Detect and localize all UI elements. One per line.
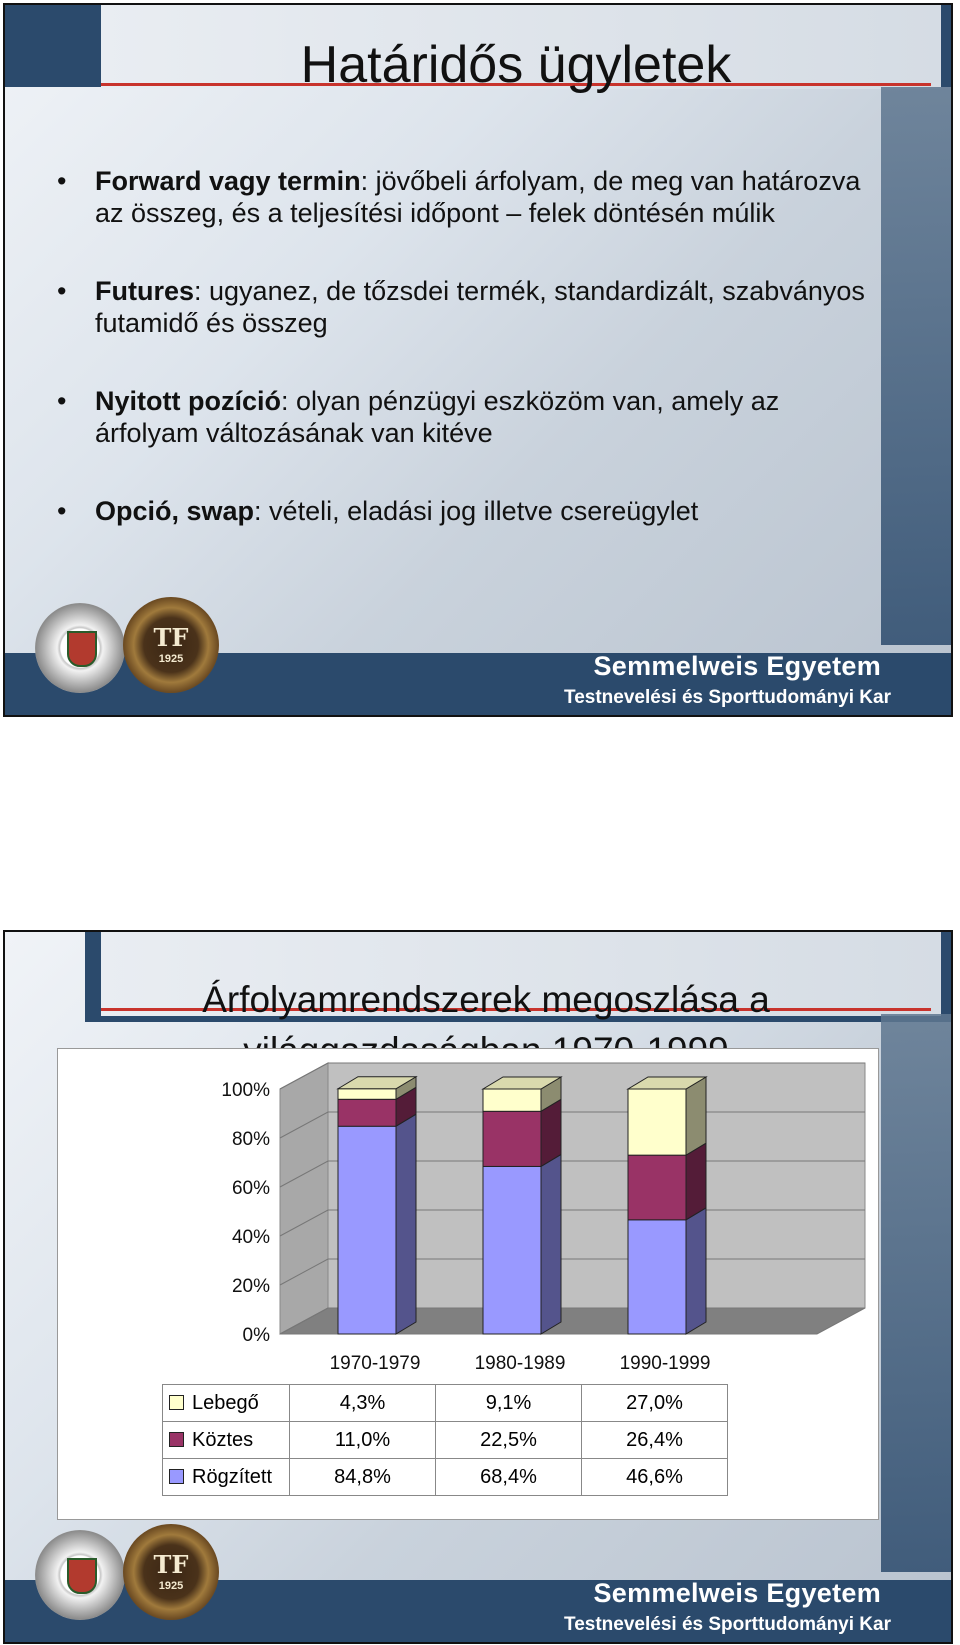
bullet-term: Futures	[95, 276, 195, 306]
bullet-item	[57, 275, 867, 339]
chart-data-table	[162, 1384, 728, 1496]
x-category-label: 1970-1979	[329, 1353, 421, 1374]
bar-segment	[628, 1155, 686, 1220]
bullet-text: : ugyanez, de tőzsdei termék, standardizált, szabványos futamidő és összeg	[95, 276, 865, 338]
bullet-item	[57, 385, 867, 449]
right-decoration	[881, 1014, 951, 1572]
faculty-name: Testnevelési és Sporttudományi Kar	[564, 687, 891, 708]
table-cell-value: 9,1%	[436, 1385, 582, 1422]
y-tick-label: 20%	[231, 1276, 270, 1297]
bar-segment-side	[686, 1208, 706, 1334]
table-cell-value: 46,6%	[582, 1459, 728, 1496]
tf-logo-year: 1925	[158, 653, 184, 665]
tf-logo-text: TF	[153, 623, 189, 652]
bar-segment	[483, 1089, 541, 1111]
coat-of-arms-icon	[67, 1558, 97, 1594]
slide-2	[3, 930, 953, 1644]
y-tick-label: 0%	[242, 1325, 270, 1346]
x-category-label: 1990-1999	[619, 1353, 711, 1374]
legend-label: Köztes	[192, 1428, 254, 1451]
table-row	[163, 1459, 728, 1496]
legend-entry	[163, 1385, 290, 1422]
bullet-text: : olyan pénzügyi eszközöm van, amely az árfolyam változásának van kitéve	[95, 386, 780, 448]
table-cell-value: 27,0%	[582, 1385, 728, 1422]
right-decoration	[881, 87, 951, 645]
bullet-text: : jövőbeli árfolyam, de meg van határozva az összeg, és a teljesítési időpont – felek döntésén múlik	[95, 166, 861, 228]
chart-area	[57, 1048, 879, 1520]
y-tick-label: 100%	[221, 1080, 270, 1101]
slide-title-line-1: Árfolyamrendszerek megoszlása a	[202, 979, 770, 1020]
bullet-term: Nyitott pozíció	[95, 386, 281, 416]
legend-label: Rögzített	[192, 1465, 273, 1488]
bar-segment	[338, 1099, 396, 1126]
university-seal-icon	[35, 1530, 125, 1620]
bar-segment	[628, 1220, 686, 1334]
table-row	[163, 1385, 728, 1422]
tf-logo-icon	[123, 597, 219, 693]
legend-key-icon	[169, 1395, 184, 1410]
bar-segment	[483, 1111, 541, 1166]
table-cell-value: 11,0%	[290, 1422, 436, 1459]
legend-key-icon	[169, 1469, 184, 1484]
table-row	[163, 1422, 728, 1459]
legend-entry	[163, 1422, 290, 1459]
coat-of-arms-icon	[67, 631, 97, 667]
bar-segment	[628, 1089, 686, 1155]
x-category-label: 1980-1989	[474, 1353, 566, 1374]
bar-segment	[338, 1126, 396, 1334]
university-name: Semmelweis Egyetem	[593, 651, 881, 681]
chart-side-wall	[280, 1063, 328, 1334]
bar-segment	[483, 1166, 541, 1334]
bar-segment-side	[541, 1154, 561, 1334]
table-cell-value: 84,8%	[290, 1459, 436, 1496]
bullet-term: Forward vagy termin	[95, 166, 361, 196]
university-name: Semmelweis Egyetem	[593, 1578, 881, 1608]
bar-segment-side	[686, 1077, 706, 1155]
bar-segment-side	[686, 1143, 706, 1220]
legend-label: Lebegő	[192, 1391, 259, 1414]
y-tick-label: 80%	[231, 1129, 270, 1150]
stacked-bar-chart	[58, 1049, 878, 1389]
tf-logo-text: TF	[153, 1550, 189, 1579]
bullet-term: Opció, swap	[95, 496, 255, 526]
legend-key-icon	[169, 1432, 184, 1447]
bar-segment-side	[396, 1114, 416, 1334]
bullet-list	[57, 165, 867, 573]
table-cell-value: 22,5%	[436, 1422, 582, 1459]
bar-segment	[338, 1089, 396, 1100]
tf-logo-icon	[123, 1524, 219, 1620]
bullet-item	[57, 495, 867, 527]
bullet-item	[57, 165, 867, 229]
slide-1	[3, 3, 953, 717]
table-cell-value: 4,3%	[290, 1385, 436, 1422]
y-tick-label: 40%	[231, 1227, 270, 1248]
university-seal-icon	[35, 603, 125, 693]
y-tick-label: 60%	[231, 1178, 270, 1199]
tf-logo-year: 1925	[158, 1580, 184, 1592]
table-cell-value: 68,4%	[436, 1459, 582, 1496]
slide-title: Határidős ügyletek	[300, 36, 732, 94]
bullet-text: : vételi, eladási jog illetve csereügylet	[254, 496, 699, 526]
table-cell-value: 26,4%	[582, 1422, 728, 1459]
legend-entry	[163, 1459, 290, 1496]
faculty-name: Testnevelési és Sporttudományi Kar	[564, 1614, 891, 1635]
